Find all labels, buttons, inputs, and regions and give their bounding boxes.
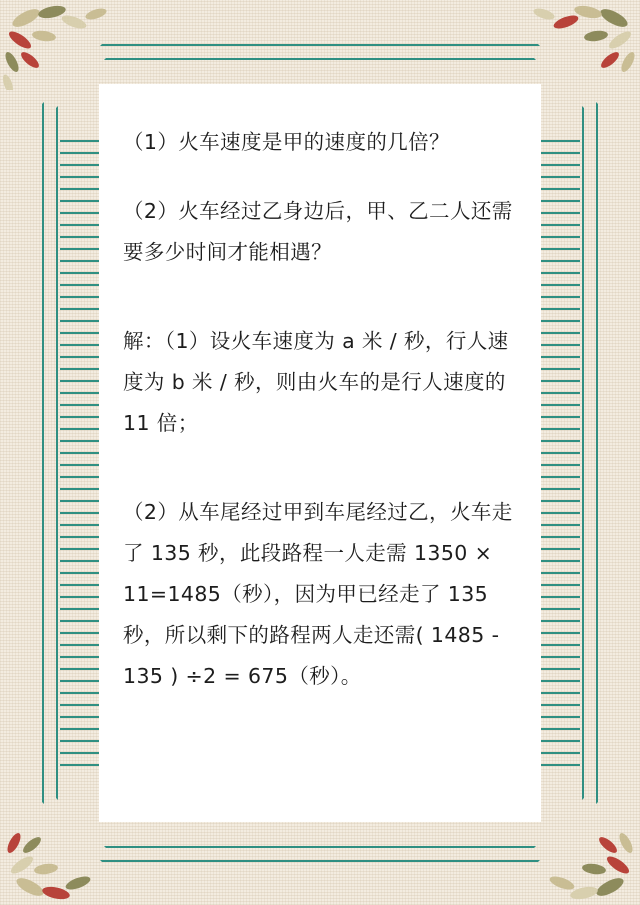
- content-sheet: [99, 84, 541, 822]
- answer-1-text: 解：（1）设火车速度为 a 米 / 秒，行人速度为 b 米 / 秒，则由火车的是行人速度的 11 倍；: [123, 329, 509, 435]
- hatch-pattern-left: [60, 136, 104, 766]
- question-1-text: （1）火车速度是甲的速度的几倍？: [123, 130, 450, 154]
- answer-2-text: （2）从车尾经过甲到车尾经过乙，火车走了 135 秒，此段路程一人走需 1350 × 11=1485（秒），因为甲已经走了 135 秒，所以剩下的路程两人走还需( 1485 - 135 ) ÷2 = 675（秒）。: [123, 500, 513, 688]
- hatch-pattern-right: [536, 136, 580, 766]
- question-2-text: （2）火车经过乙身边后，甲、乙二人还需要多少时间才能相遇？: [123, 199, 513, 264]
